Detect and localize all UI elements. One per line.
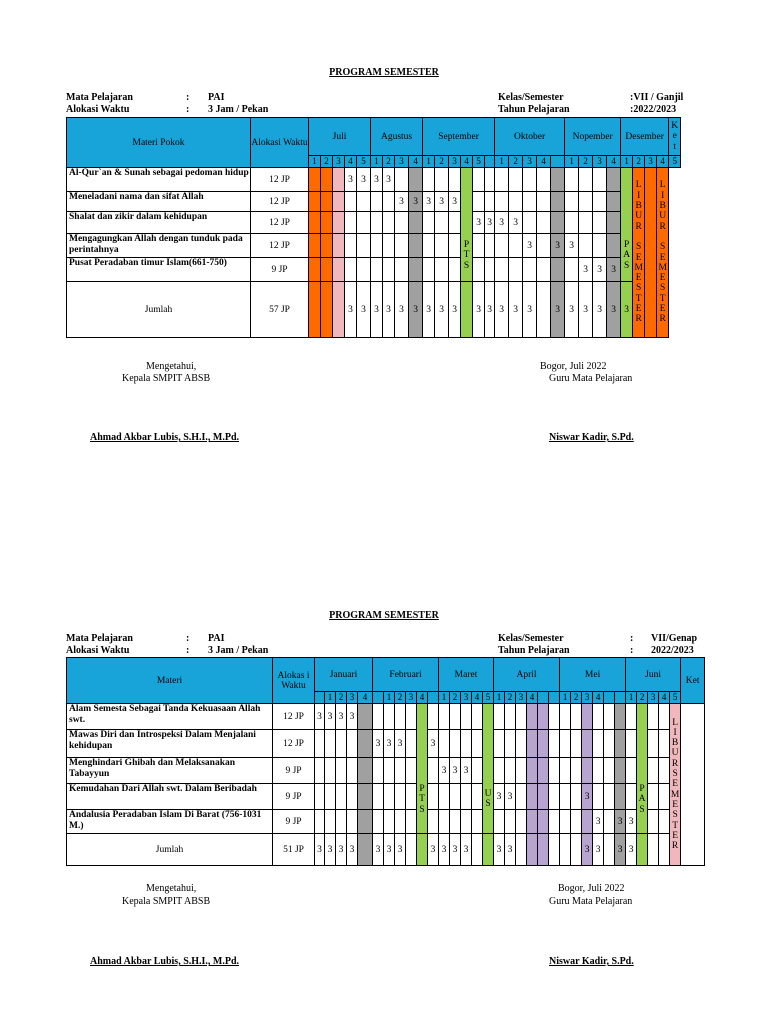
month-september: September <box>423 118 495 156</box>
month-desember: Desember <box>621 118 669 156</box>
mapel-colon: : <box>186 92 190 103</box>
tahun-label: Tahun Pelajaran <box>498 104 570 115</box>
table-row: Andalusia Peradaban Islam Di Barat (756-1031 M.) 9 JP 3 3 3 <box>67 810 705 834</box>
month-februari: Februari <box>373 658 439 692</box>
col-alokasi: Alokasi Waktu <box>251 118 309 168</box>
month-maret: Maret <box>439 658 494 692</box>
guru-title-2: Guru Mata Pelajaran <box>549 896 633 907</box>
guru-name-2: Niswar Kadir, S.Pd. <box>549 956 634 967</box>
place-date: Bogor, Juli 2022 <box>540 361 607 372</box>
kepala-name-2: Ahmad Akbar Lubis, S.H.I., M.Pd. <box>90 956 240 967</box>
kepala-name: Ahmad Akbar Lubis, S.H.I., M.Pd. <box>90 432 240 443</box>
table-row-jumlah: Jumlah 51 JP 3 3 3 3 3 3 3 3 3 3 3 3 3 3 3 3 3 <box>67 834 705 866</box>
col-ket-2: Ket <box>681 658 705 704</box>
ket-libur-cell: L I B U R S E M E S T E R <box>657 168 669 338</box>
mengetahui-text: Mengetahui, <box>146 361 197 372</box>
program-table-sem1: Materi Pokok Alokasi Waktu Juli Agustus September Oktober Nopember Desember K e t 1 2 3 4 5 1 2 3 4 1 2 3 4 5 1 2 3 4 1 2 3 4 1 2 3 4 5 Al-Qur`an & Sunah sebagai pedoman hidup 12 JP 3 3 3 3 P T S P A S L I B U R S E M E S T E R L I B U R S E M E S T E R Meneladani nama dan sifat Allah 12 JP 3 3 3 3 3 Shalat dan zikir dalam kehidupan 12 JP 3 3 3 3 Mengagungkan Allah dengan tunduk pada perintahnya 12 JP 3 3 3 Pusat Peradaban timur Islam(661-750) 9 JP 3 3 3 Jumlah 57 JP 3 3 3 3 3 3 3 3 3 3 3 3 3 3 3 3 3 3 3 3 <box>66 117 693 338</box>
table-row: Mawas Diri dan Introspeksi Dalam Menjalani kehidupan 12 JP 3 3 3 3 <box>67 730 705 758</box>
table-row: Alam Semesta Sebagai Tanda Kekuasaan Allah swt. 12 JP 3 3 3 3 P T S U S P A S L I B U R S E M E S T E R <box>67 704 705 730</box>
alokasi-label: Alokasi Waktu <box>66 104 130 115</box>
guru-title: Guru Mata Pelajaran <box>549 373 633 384</box>
kelas-value-2: VII/Genap <box>651 633 698 644</box>
kelas-label: Kelas/Semester <box>498 92 564 103</box>
page-title-sem2: PROGRAM SEMESTER <box>329 610 439 621</box>
mengetahui-text-2: Mengetahui, <box>146 883 197 894</box>
table-row: Meneladani nama dan sifat Allah 12 JP 3 3 3 3 3 <box>67 192 693 212</box>
month-april: April <box>494 658 560 692</box>
kelas-value: :VII / Ganjil <box>630 92 684 103</box>
table-row: Shalat dan zikir dalam kehidupan 12 JP 3 3 3 3 <box>67 212 693 234</box>
guru-name: Niswar Kadir, S.Pd. <box>549 432 634 443</box>
table-row: Pusat Peradaban timur Islam(661-750) 9 JP 3 3 3 <box>67 258 693 282</box>
table-row: Kemudahan Dari Allah swt. Dalam Beribadah 9 JP 3 3 3 <box>67 784 705 810</box>
kelas-colon-2: : <box>630 633 634 644</box>
table-row-jumlah: Jumlah 57 JP 3 3 3 3 3 3 3 3 3 3 3 3 3 3 3 3 3 3 3 3 <box>67 282 693 338</box>
pts-cell: P T S <box>461 168 473 282</box>
table-row: Menghindari Ghibah dan Melaksanakan Tabayyun 9 JP 3 3 3 <box>67 758 705 784</box>
month-juli: Juli <box>309 118 371 156</box>
mapel-label: Mata Pelajaran <box>66 92 133 103</box>
program-table-sem2: Materi Alokas i Waktu Januari Februari Maret April Mei Juni Ket 1 2 3 4 1 2 3 4 1 2 3 4 5 1 2 3 4 1 2 3 4 1 2 3 4 5 Alam Semesta Sebagai Tanda Kekuasaan Allah swt. 12 JP 3 3 3 3 P T S U S P A S L I B U R S E M E S T E R Mawas Diri dan Introspeksi Dalam Menjalani kehidupan 12 JP 3 3 3 3 Menghindari Ghibah dan Melaksanakan Tabayyun 9 JP 3 3 3 Kemudahan Dari Allah swt. Dalam Beribadah 9 JP 3 3 3 Andalusia Peradaban Islam Di Barat (756-1031 M.) 9 JP 3 3 3 Jumlah 51 JP 3 3 3 3 3 3 3 3 3 3 3 3 3 3 3 3 3 <box>66 657 705 866</box>
month-juni: Juni <box>626 658 681 692</box>
alokasi-colon-2: : <box>186 645 190 656</box>
month-mei: Mei <box>560 658 626 692</box>
table-row: Al-Qur`an & Sunah sebagai pedoman hidup 12 JP 3 3 3 3 P T S P A S L I B U R S E M E S T E R L I B U R S E M E S T E R <box>67 168 693 192</box>
libur-cell: L I B U R S E M E S T E R <box>633 168 645 338</box>
col-ket: K e t <box>669 118 681 156</box>
tahun-value-2: 2022/2023 <box>651 645 694 656</box>
alokasi-value: 3 Jam / Pekan <box>208 104 269 115</box>
alokasi-colon: : <box>186 104 190 115</box>
month-oktober: Oktober <box>495 118 565 156</box>
month-januari: Januari <box>315 658 373 692</box>
mapel-label-2: Mata Pelajaran <box>66 633 133 644</box>
alokasi-value-2: 3 Jam / Pekan <box>208 645 269 656</box>
mapel-value: PAI <box>208 92 225 103</box>
kepala-title: Kepala SMPIT ABSB <box>122 373 211 384</box>
alokasi-label-2: Alokasi Waktu <box>66 645 130 656</box>
place-date-2: Bogor, Juli 2022 <box>558 883 625 894</box>
col-materi: Materi Pokok <box>67 118 251 168</box>
col-materi-2: Materi <box>67 658 273 704</box>
col-alokasi-2: Alokas i Waktu <box>273 658 315 704</box>
mapel-colon-2: : <box>186 633 190 644</box>
tahun-label-2: Tahun Pelajaran <box>498 645 570 656</box>
pas-cell: P A S <box>621 168 633 282</box>
mapel-value-2: PAI <box>208 633 225 644</box>
tahun-colon-2: : <box>630 645 634 656</box>
table-row: Mengagungkan Allah dengan tunduk pada perintahnya 12 JP 3 3 3 <box>67 234 693 258</box>
month-nopember: Nopember <box>565 118 621 156</box>
tahun-value: :2022/2023 <box>630 104 677 115</box>
kelas-label-2: Kelas/Semester <box>498 633 564 644</box>
kepala-title-2: Kepala SMPIT ABSB <box>122 896 211 907</box>
page-title-sem1: PROGRAM SEMESTER <box>329 67 439 78</box>
month-agustus: Agustus <box>371 118 423 156</box>
